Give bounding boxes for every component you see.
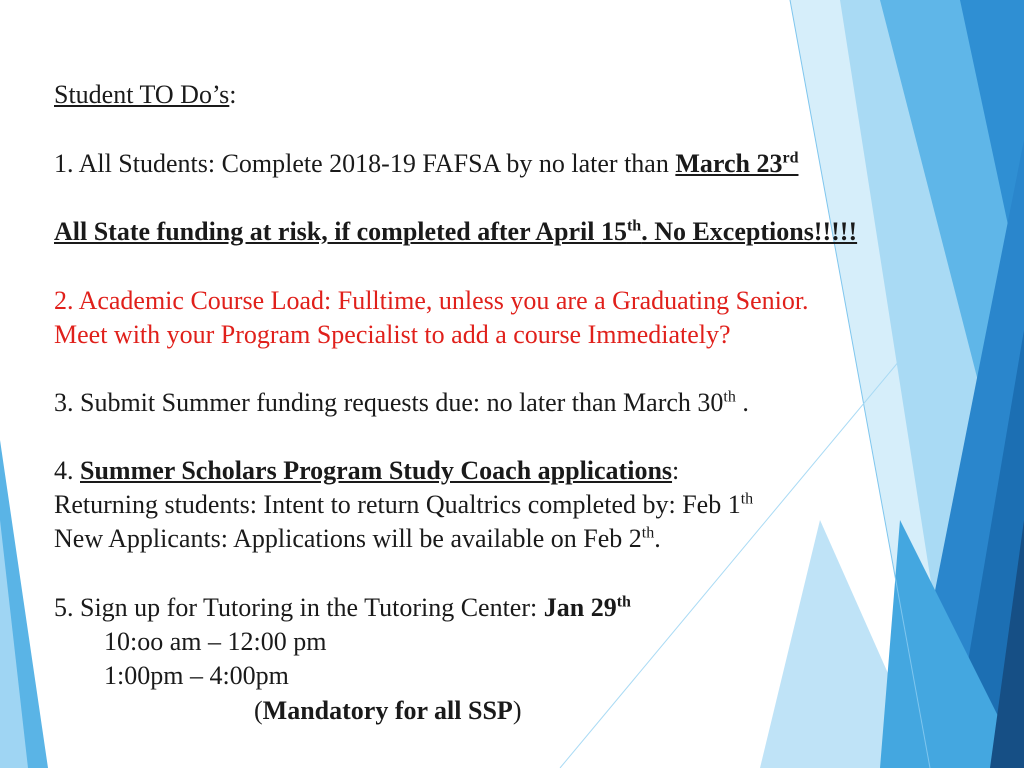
item-4-heading-text: Summer Scholars Program Study Coach applications	[80, 456, 673, 485]
slide-title	[54, 80, 237, 110]
tutoring-time-1: 10:oo am – 12:00 pm	[104, 627, 327, 656]
item-1-date	[675, 149, 798, 178]
item-4-heading	[54, 456, 679, 486]
item-4-returning	[54, 490, 753, 520]
item-2-line-1: 2. Academic Course Load: Fulltime, unless you are a Graduating Senior.	[54, 286, 809, 315]
item-5-date-text: Jan 29	[543, 593, 617, 622]
item-1-text: 1. All Students: Complete 2018-19 FAFSA by no later than	[54, 149, 676, 178]
item-5-date-sup: th	[616, 593, 631, 611]
warning-sup: th	[626, 217, 642, 235]
item-4-prefix: 4.	[54, 456, 80, 485]
warning-text: All State funding at risk, if completed after April 15	[54, 217, 627, 246]
tutoring-time-2: 1:00pm – 4:00pm	[104, 661, 289, 690]
funding-warning	[54, 217, 857, 247]
item-4-new	[54, 524, 661, 554]
item-1-date-sup: rd	[782, 149, 799, 167]
note-text: Mandatory for all SSP	[262, 696, 513, 725]
note-close: )	[512, 696, 522, 725]
item-5-text: 5. Sign up for Tutoring in the Tutoring Center:	[54, 593, 544, 622]
item-2-line-2: Meet with your Program Specialist to add a course Immediately?	[54, 320, 731, 349]
item-1	[54, 149, 798, 179]
item-3-tail: .	[735, 388, 749, 417]
item-3-sup: th	[723, 388, 736, 406]
returning-text: Returning students: Intent to return Qualtrics completed by: Feb 1	[54, 490, 741, 519]
returning-sup: th	[740, 490, 754, 508]
item-1-date-text: March 23	[675, 149, 783, 178]
item-3	[54, 388, 749, 418]
new-text: New Applicants: Applications will be available on Feb 2	[54, 524, 642, 553]
new-sup: th	[641, 524, 655, 542]
warning-tail: . No Exceptions!!!!!	[641, 217, 858, 246]
note-open: (	[254, 696, 263, 725]
item-4-colon: :	[672, 456, 680, 485]
item-3-text: 3. Submit Summer funding requests due: no later than March 30	[54, 388, 724, 417]
title-colon: :	[229, 80, 237, 109]
item-5-date	[544, 593, 631, 622]
new-tail: .	[654, 524, 661, 553]
item-5	[54, 593, 631, 623]
mandatory-note	[254, 696, 521, 726]
title-text: Student TO Do’s	[54, 80, 230, 109]
